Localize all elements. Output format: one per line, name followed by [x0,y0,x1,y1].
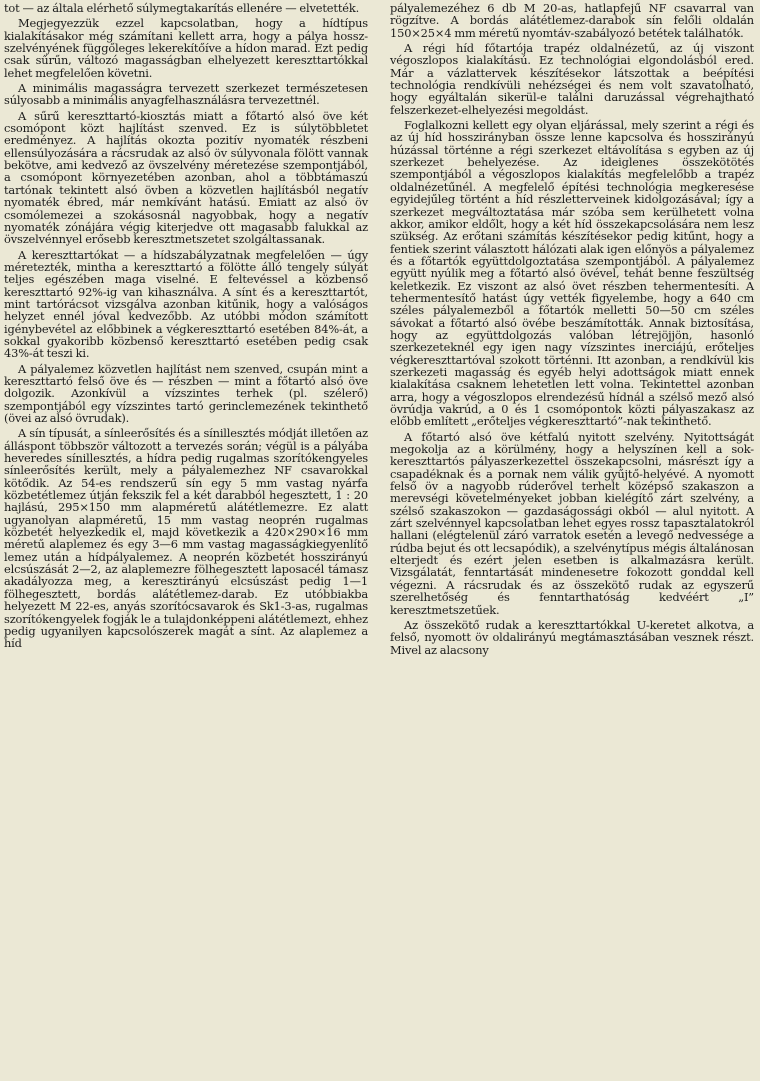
paragraph: Az összekötő rudak a kereszttartókkal U-keretet alkotva, a felső, nyomott öv oldalirányú megtámasztásában vesznek részt. Mivel az alacsony [390,617,754,657]
paragraph: A sűrű kereszttartó-kiosztás miatt a főtartó alsó öve két csomópont közt hajlítást szenved. Ez is súlytöbbletet eredményez. A hajlítás okozta pozitív nyomaték részbeni ellensúlyozására a rácsrudak az alsó öv súlyvonala fölött vannak bekötve, ami kedvező az övszelvény méretezése szempontjából, a csomópont környezetében azonban, ahol a többtámaszú tartónak tekintett alsó övben a közvetlen hajlításból negatív nyomaték ébred, már nemkívánt hatású. Emiatt az alsó öv csomólemezei a szokásosnál nagyobbak, hogy a negatív nyomaték zónájára végig kiterjedve ott magasabb falukkal az övszelvénnyel erősebb keresztmetszetet szolgáltassanak. [4,108,368,247]
right-column [390,2,754,659]
left-column [4,2,368,653]
paragraph: A régi híd főtartója trapéz oldalnézetű, az új viszont végoszlopos kialakítású. Ez technológiai elgondolásból ered. Már a vázlattervek készítésekor látszottak a beépítési technológia rendkívüli nehézségei és nem volt szavatolható, hogy egyáltalán sikerül-e találni daruzással végrehajtható felszerkezet-elhelyezési megoldást. [390,41,754,117]
paragraph: A pályalemez közvetlen hajlítást nem szenved, csupán mint a kereszttartó felső öve és — részben — mint a főtartó alsó öve dolgozik. Azonkívül a vízszintes terhek (pl. szélerő) szempontjából egy vízszintes tartó gerinclemezének tekinthető (övei az alsó övrudak). [4,361,368,425]
paragraph: A minimális magasságra tervezett szerkezet természetesen súlyosabb a minimális anyagfelhasználásra tervezettnél. [4,81,368,108]
paragraph: A kereszttartókat — a hídszabályzatnak megfelelően — úgy méretezték, mintha a kereszttartó a fölötte álló tengely súlyát teljes egészében maga viselné. E feltevéssel a közbenső kereszttartó 92%-ig van kihasználva. A sínt és a kereszttartót, mint tartórácsot vizsgálva azonban kitűnik, hogy a valóságos helyzet ennél jóval kedvezőbb. Az utóbbi módon számított igénybevétel az előbbinek a végkereszttartó esetében 84%-át, a sokkal gyakoribb közbenső kereszttartó esetében pedig csak 43%-át teszi ki. [4,247,368,361]
paragraph: tot — az általa elérhető súlymegtakarítás ellenére — elvetették. [4,1,360,15]
paragraph: Foglalkozni kellett egy olyan eljárással, mely szerint a régi és az új híd hosszirányban össze lenne kapcsolva és hosszirányú húzással történne a régi szerkezet eltávolítása s egyben az új szerkezet behelyezése. Az ideiglenes összekötötés szempontjából a végoszlopos kialakítás megfelelőbb a trapéz oldalnézetűnél. A megfelelő építési technológia megkeresése egyidejűleg történt a híd részletterveinek kidolgozásával; így a szerkezet megváltoztatása már szóba sem kerülhetett volna akkor, amikor eldőlt, hogy a két híd összekapcsolására nem lesz szükség. Az erőtani számítás készítésekor pedig kitűnt, hogy a fentiek szerint választott hálózati alak igen előnyös a pályalemez és a főtartók együttdolgoztatása szempontjából. A pályalemez együtt nyúlik meg a főtartó alsó övével, tehát benne feszültség keletkezik. Ez viszont az alsó övet részben tehermentesíti. A tehermentesítő hatást úgy vették figyelembe, hogy a 640 cm széles pályalemezből a főtartók melletti 50—50 cm széles sávokat a főtartó alsó övébe beszámították. Annak biztosítása, hogy az együttdolgozás valóban létrejöjjön, hasonló szerkezeteknél egy igen nagy vízszintes inerciájú, erőteljes végkereszttartóval szokott történni. Itt azonban, a rendkívül kis szerkezeti magasság és egyéb helyi adottságok miatt ennek kialakítása csaknem lehetetlen lett volna. Tekintettel azonban arra, hogy a végoszlopos elrendezésű hídnál a szélső mező alsó övrúdja vakrúd, a 0 és 1 csomópontok közti pályaszakasz az előbb említett „erőteljes végkereszttartó”-nak tekinthető. [390,118,754,429]
paragraph: A főtartó alsó öve kétfalú nyitott szelvény. Nyitottságát megokolja az a körülmény, hogy a helyszínen kell a sok-kereszttartós pályaszerkezettel összekapcsolni, másrészt így a csapadéknak és a pornak nem válik gyűjtő-helyévé. A nyomott felső öv a nagyobb rúderővel terhelt középső szakaszon a merevségi követelményeket jobban kielégítő zárt szelvény, a szélső szakaszokon — gazdaságossági okból — alul nyitott. A zárt szelvénnyel kapcsolatban lehet egyes rossz tapasztalatokról hallani (elégtelenül záró varratok esetén a levegő nedvessége a rúdba bejut és ott lecsapódik), a szelvénytípus mégis általánosan elterjedt és ezért jelen esetben is alkalmazásra került. Vizsgálatát, fenntartását mindenesetre fokozott gonddal kell végezni. A rácsrudak és az összekötő rudak az egyszerű szerelhetőség és fenntarthatóság kedvéért „I” keresztmetszetűek. [390,429,754,617]
paragraph: Megjegyezzük ezzel kapcsolatban, hogy a hídtípus kialakításakor még számítani kellett arra, hogy a pálya hossz-szelvényének függőleges lekerekítőíve a hídon marad. Ezt pedig csak sűrűn, változó magasságban elhelyezett kereszttartókkal lehet megfelelően követni. [4,16,368,80]
paragraph: pályalemezéhez 6 db M 20-as, hatlapfejű NF csavarral van rögzítve. A bordás alátétlemez-darabok sín felőli oldalán 150×25×4 mm méretű nyomtáv-szabályozó betétek találhatók. [390,1,754,40]
paragraph: A sín típusát, a sínleerősítés és a sínillesztés módját illetően az álláspont többször változott a tervezés során; végül is a pályába heveredes sínillesztés, a hídra pedig rugalmas szorítókengyeles sínleerősítés került, mely a pályalemezhez NF csavarokkal kötődik. Az 54-es rendszerű sín egy 5 mm vastag nyárfa közbetétlemez útján fekszik fel a két darabból hegesztett, 1 : 20 hajlású, 295×150 mm alapméretű alátétlemezre. Ez alatt ugyanolyan alapméretű, 15 mm vastag neoprén rugalmas közbetét helyezkedik el, majd következik a 420×290×16 mm méretű alaplemez és egy 3—6 mm vastag magasságkiegyenlítő lemez után a hídpályalemez. A neoprén közbetét hosszirányú elcsúszását 2—2, az alaplemezre fölhegesztett laposacél támasz akadályozza meg, a keresztirányú elcsúszást pedig 1—1 fölhegesztett, bordás alátétlemez-darab. Ez utóbbiakba helyezett M 22-es, anyás szorítócsavarok és Sk1-3-as, rugalmas szorítókengyelek fogják le a tulajdonképpeni alátétlemezt, ehhez pedig ugyanilyen kapcsolószerek magát a sínt. Az alaplemez a híd [4,426,368,651]
